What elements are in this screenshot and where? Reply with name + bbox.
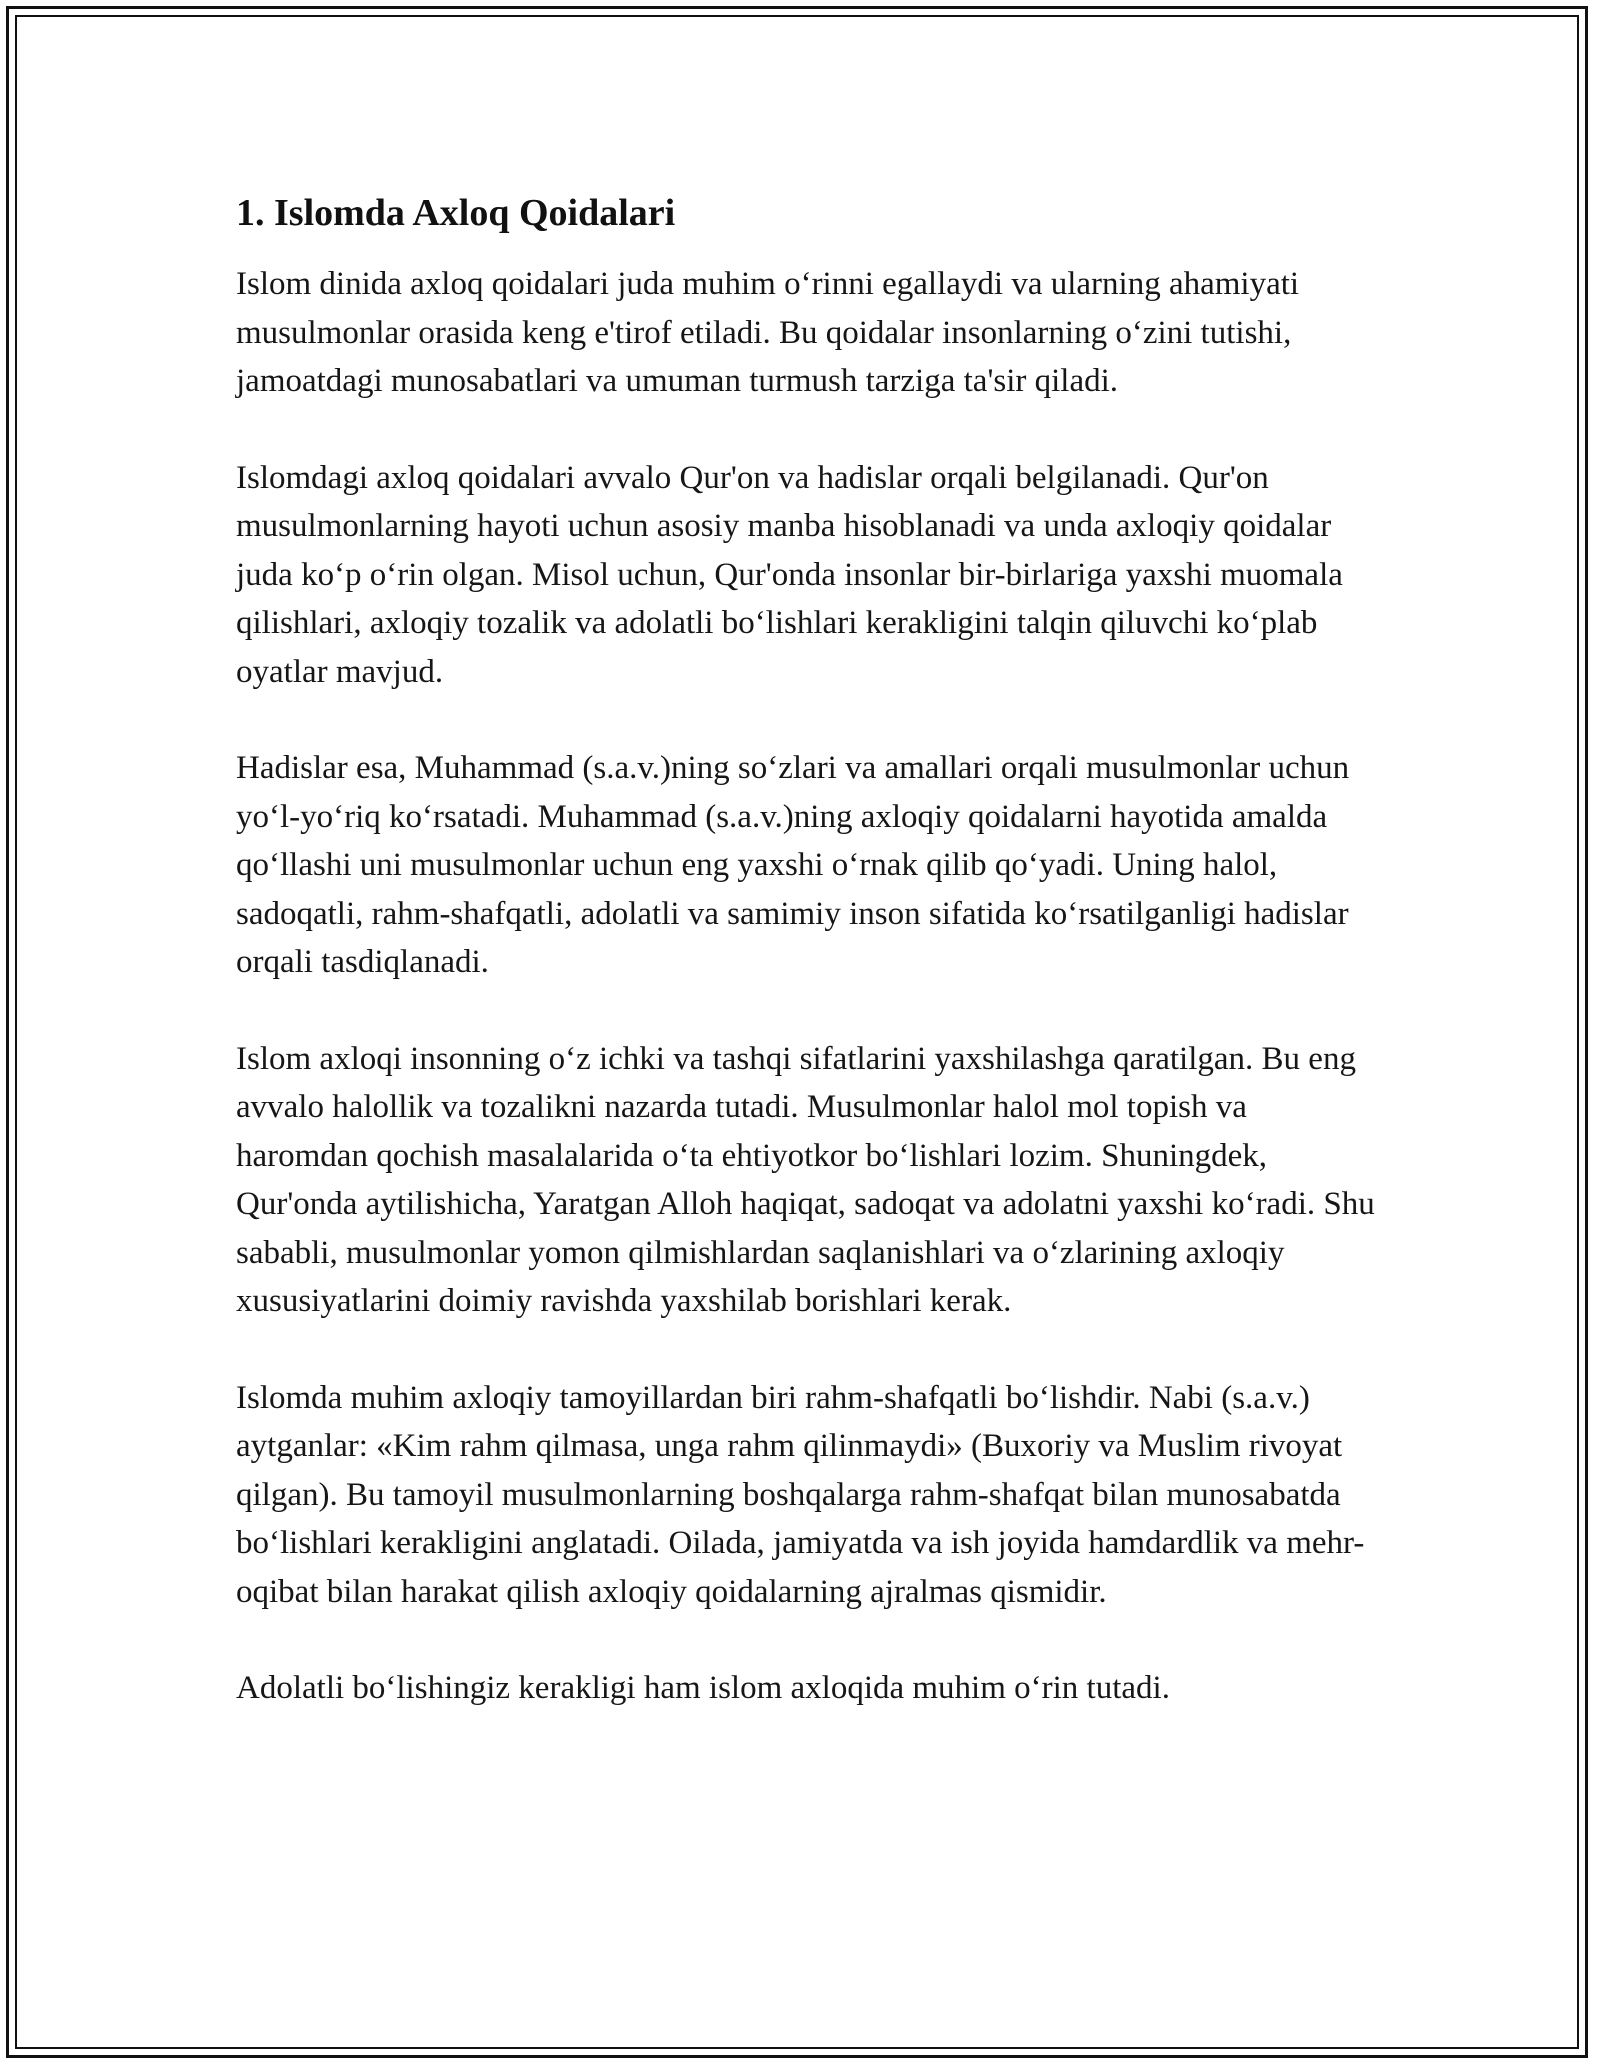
paragraph-1: Islom dinida axloq qoidalari juda muhim o‘rinni egallaydi va ularning ahamiyati musulmonlar orasida keng e'tirof etiladi. Bu qoidalar insonlarning o‘zini tutishi, jamoatdagi munosabatlari va umuman turmush tarziga ta'sir qiladi. (236, 266, 1300, 399)
paragraph-4: Islom axloqi insonning o‘z ichki va tashqi sifatlarini yaxshilashga qaratilgan. Bu eng avvalo halollik va tozalikni nazarda tutadi. Musulmonlar halol mol topish va haromdan qochish masalalarida o‘ta ehtiyotkor bo‘lishlari lozim. Shuningdek, Qur'onda aytilishicha, Yaratgan Alloh haqiqat, sadoqat va adolatni yaxshi ko‘radi. Shu sababli, musulmonlar yomon qilmishlardan saqlanishlari va o‘zlarining axloqiy xususiyatlarini doimiy ravishda yaxshilab borishlari kerak. (236, 1040, 1375, 1319)
paragraph-5: Islomda muhim axloqiy tamoyillardan biri rahm-shafqatli bo‘lishdir. Nabi (s.a.v.) aytganlar: «Kim rahm qilmasa, unga rahm qilinmaydi» (Buxoriy va Muslim rivoyat qilgan). Bu tamoyil musulmonlarning boshqalarga rahm-shafqat bilan munosabatda bo‘lishlari kerakligini anglatadi. Oilada, jamiyatda va ish joyida hamdardlik va mehr-oqibat bilan harakat qilish axloqiy qoidalarning ajralmas qismidir. (236, 1379, 1365, 1610)
document-title: 1. Islomda Axloq Qoidalari (236, 192, 676, 234)
paragraph-3: Hadislar esa, Muhammad (s.a.v.)ning so‘zlari va amallari orqali musulmonlar uchun yo‘l-yo‘riq ko‘rsatadi. Muhammad (s.a.v.)ning axloqiy qoidalarni hayotida amalda qo‘llashi uni musulmonlar uchun eng yaxshi o‘rnak qilib qo‘yadi. Uning halol, sadoqatli, rahm-shafqatli, adolatli va samimiy inson sifatida ko‘rsatilganligi hadislar orqali tasdiqlanadi. (236, 750, 1350, 980)
paragraph-2: Islomdagi axloq qoidalari avvalo Qur'on va hadislar orqali belgilanadi. Qur'on musulmonlarning hayoti uchun asosiy manba hisoblanadi va unda axloqiy qoidalar juda ko‘p o‘rin olgan. Misol uchun, Qur'onda insonlar bir-birlariga yaxshi muomala qilishlari, axloqiy tozalik va adolatli bo‘lishlari kerakligini talqin qiluvchi ko‘plab oyatlar mavjud. (236, 459, 1343, 690)
paragraph-6: Adolatli bo‘lishingiz kerakligi ham islom axloqida muhim o‘rin tutadi. (236, 1670, 1170, 1706)
document-page (236, 188, 1386, 1761)
